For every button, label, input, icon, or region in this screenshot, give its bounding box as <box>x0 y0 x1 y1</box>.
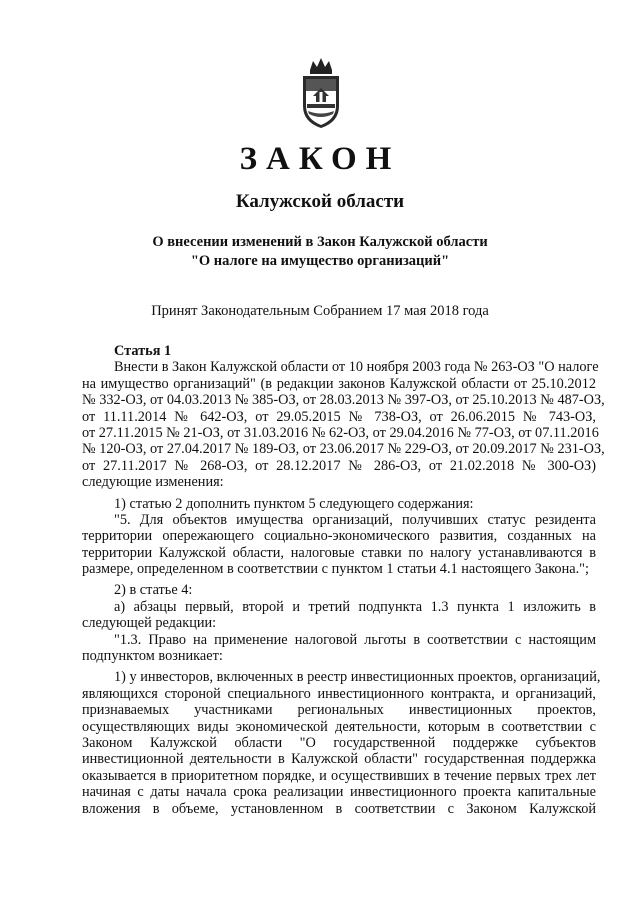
article-heading: Статья 1 <box>114 343 172 359</box>
coat-of-arms-icon <box>296 56 346 130</box>
text-line: подпунктом возникает: <box>82 648 223 665</box>
subject-line: О внесении изменений в Закон Калужской области <box>152 234 488 250</box>
text-line: "5. Для объектов имущества организаций, получивших статус резидента <box>114 511 596 528</box>
text-line: начиная с даты начала срока реализации инвестиционного проекта капитальные <box>82 784 596 801</box>
text-line: Законом Калужской области "О государственной поддержке субъектов <box>82 734 596 751</box>
text-line: следующие изменения: <box>82 474 224 491</box>
text-line: 2) в статье 4: <box>114 582 193 599</box>
text-line: № 120-ОЗ, от 27.04.2017 № 189-ОЗ, от 23.06.2017 № 229-ОЗ, от 20.09.2017 № 231-ОЗ, <box>82 441 605 458</box>
text-line: от 11.11.2014 № 642-ОЗ, от 29.05.2015 № 738-ОЗ, от 26.06.2015 № 743-ОЗ, <box>82 408 596 425</box>
document-body <box>82 343 605 817</box>
text-line: оказывается в приоритетном порядке, и осуществивших в течение первых трех лет <box>82 767 596 784</box>
text-line: от 27.11.2015 № 21-ОЗ, от 31.03.2016 № 62-ОЗ, от 29.04.2016 № 77-ОЗ, от 07.11.2016 <box>82 424 599 441</box>
text-line: "1.3. Право на применение налоговой льготы в соответствии с настоящим <box>114 631 596 648</box>
text-line: следующей редакции: <box>82 615 217 632</box>
text-line: являющихся стороной специального инвестиционного контракта, и организаций, <box>82 685 596 702</box>
text-line: на имущество организаций" (в редакции законов Калужской области от 25.10.2012 <box>82 375 596 392</box>
adoption-note: Принят Законодательным Собранием 17 мая 2018 года <box>151 303 489 319</box>
text-line: осуществляющих виды экономической деятельности, которым в соответствии с <box>82 718 596 735</box>
text-line: № 332-ОЗ, от 04.03.2013 № 385-ОЗ, от 28.03.2013 № 397-ОЗ, от 25.10.2013 № 487-ОЗ, <box>82 392 605 409</box>
document-title: ЗАКОН <box>239 141 401 177</box>
text-line: размере, определенном в соответствии с пунктом 1 статьи 4.1 настоящего Закона."; <box>82 561 589 578</box>
text-line: вложения в объеме, установленном в соответствии с Законом Калужской <box>82 800 596 817</box>
text-line: 1) у инвесторов, включенных в реестр инвестиционных проектов, организаций, <box>114 669 601 686</box>
region-name: Калужской области <box>235 191 405 212</box>
text-line: а) абзацы первый, второй и третий подпункта 1.3 пункта 1 изложить в <box>114 598 596 615</box>
text-line: 1) статью 2 дополнить пунктом 5 следующего содержания: <box>114 495 474 512</box>
subject-line: "О налоге на имущество организаций" <box>190 253 450 269</box>
law-subject <box>0 233 640 271</box>
text-line: Внести в Закон Калужской области от 10 ноября 2003 года № 263-ОЗ "О налоге <box>114 359 599 376</box>
text-line: признаваемых участниками региональных инвестиционных проектов, <box>82 702 596 719</box>
text-line: территории опережающего социально-экономического развития, созданных на <box>82 528 596 545</box>
text-line: от 27.11.2017 № 268-ОЗ, от 28.12.2017 № 286-ОЗ, от 21.02.2018 № 300-ОЗ) <box>82 457 596 474</box>
text-line: инвестиционной деятельности в Калужской области" государственная поддержка <box>82 751 596 768</box>
text-line: территории Калужской области, налоговые ставки по налогу устанавливаются в <box>82 544 596 561</box>
